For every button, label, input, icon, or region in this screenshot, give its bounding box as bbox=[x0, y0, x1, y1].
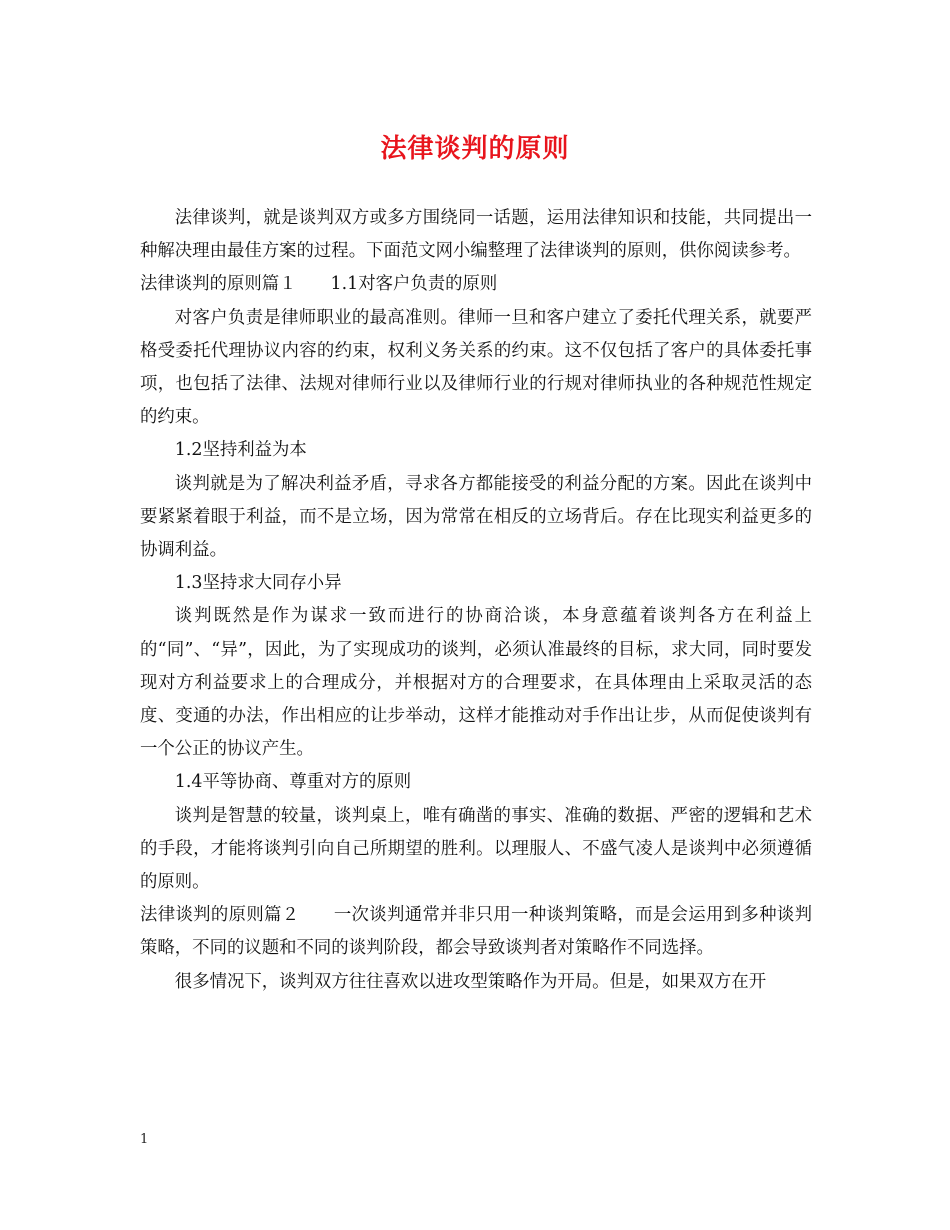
document-body bbox=[140, 202, 812, 999]
section-label: 法律谈判的原则篇２ bbox=[140, 905, 300, 926]
paragraph-1-4: 谈判是智慧的较量，谈判桌上，唯有确凿的事实、准确的数据、严密的逻辑和艺术的手段，才能将谈判引向自己所期望的胜利。以理服人、不盛气凌人是谈判中必须遵循的原则。 bbox=[140, 805, 812, 893]
section-heading-1 bbox=[140, 268, 812, 301]
subheading-1-4: 1.4平等协商、尊重对方的原则 bbox=[174, 772, 412, 793]
section-2-text: 一次谈判通常并非只用一种谈判策略，而是会运用到多种谈判策略，不同的议题和不同的谈判阶段，都会导致谈判者对策略作不同选择。 bbox=[140, 905, 812, 959]
paragraph-1-1: 对客户负责是律师职业的最高准则。律师一旦和客户建立了委托代理关系，就要严格受委托代理协议内容的约束，权利义务关系的约束。这不仅包括了客户的具体委托事项，也包括了法律、法规对律师行业以及律师行业的行规对律师执业的各种规范性规定的约束。 bbox=[140, 307, 812, 428]
section-subheading: 1.1对客户负责的原则 bbox=[330, 274, 498, 295]
subheading-1-3: 1.3坚持求大同存小异 bbox=[174, 573, 342, 594]
paragraph-1-3: 谈判既然是作为谋求一致而进行的协商洽谈，本身意蕴着谈判各方在利益上的“同”、“异”，因此，为了实现成功的谈判，必须认准最终的目标，求大同，同时要发现对方利益要求上的合理成分，并根据对方的合理要求，在具体理由上采取灵活的态度、变通的办法，作出相应的让步举动，这样才能推动对手作出让步，从而促使谈判有一个公正的协议产生。 bbox=[140, 606, 812, 760]
page-number: 1 bbox=[140, 1132, 149, 1147]
subheading-1-2: 1.2坚持利益为本 bbox=[174, 440, 307, 461]
document-title: 法律谈判的原则 bbox=[380, 134, 570, 164]
section-label: 法律谈判的原则篇１ bbox=[140, 274, 297, 295]
paragraph-1-2: 谈判就是为了解决利益矛盾，寻求各方都能接受的利益分配的方案。因此在谈判中要紧紧着眼于利益，而不是立场，因为常常在相反的立场背后。存在比现实利益更多的协调利益。 bbox=[140, 473, 812, 561]
paragraph-2-1: 很多情况下，谈判双方往往喜欢以进攻型策略作为开局。但是，如果双方在开 bbox=[174, 971, 767, 992]
section-heading-2 bbox=[140, 899, 812, 965]
paragraph-intro: 法律谈判，就是谈判双方或多方围绕同一话题，运用法律知识和技能，共同提出一种解决理由最佳方案的过程。下面范文网小编整理了法律谈判的原则，供你阅读参考。 bbox=[140, 208, 812, 262]
